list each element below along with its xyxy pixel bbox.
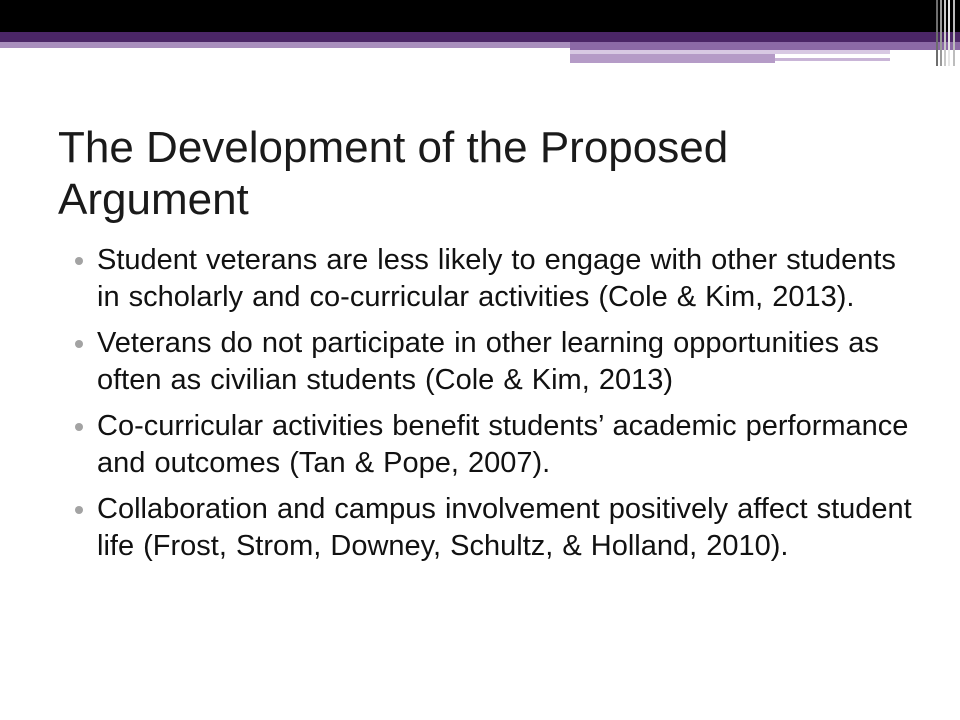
banner-edge-lines	[934, 0, 960, 66]
bullet-item	[74, 408, 914, 482]
bullet-text: Student veterans are less likely to engage with other students in scholarly and co-curricular activities (Cole & Kim, 2013).	[97, 244, 896, 313]
top-banner-purple	[0, 32, 960, 42]
bullet-dot-icon	[75, 506, 83, 514]
bullet-text: Veterans do not participate in other learning opportunities as often as civilian students (Cole & Kim, 2013)	[97, 327, 879, 396]
slide-title: The Development of the Proposed Argument	[58, 123, 729, 224]
banner-accent-stripe	[570, 54, 775, 63]
bullet-list	[74, 242, 914, 574]
bullet-item	[74, 325, 914, 399]
bullet-dot-icon	[75, 257, 83, 265]
bullet-text: Co-curricular activities benefit students’ academic performance and outcomes (Tan & Pope, 2007).	[97, 410, 909, 479]
banner-accent-stripe	[570, 42, 960, 50]
bullet-text: Collaboration and campus involvement positively affect student life (Frost, Strom, Downey, Schultz, & Holland, 2010).	[97, 493, 912, 562]
bullet-dot-icon	[75, 423, 83, 431]
bullet-item	[74, 242, 914, 316]
bullet-dot-icon	[75, 340, 83, 348]
bullet-item	[74, 491, 914, 565]
top-banner-lavender	[0, 42, 570, 48]
banner-accent-stripe	[775, 58, 890, 61]
top-banner-black	[0, 0, 960, 32]
